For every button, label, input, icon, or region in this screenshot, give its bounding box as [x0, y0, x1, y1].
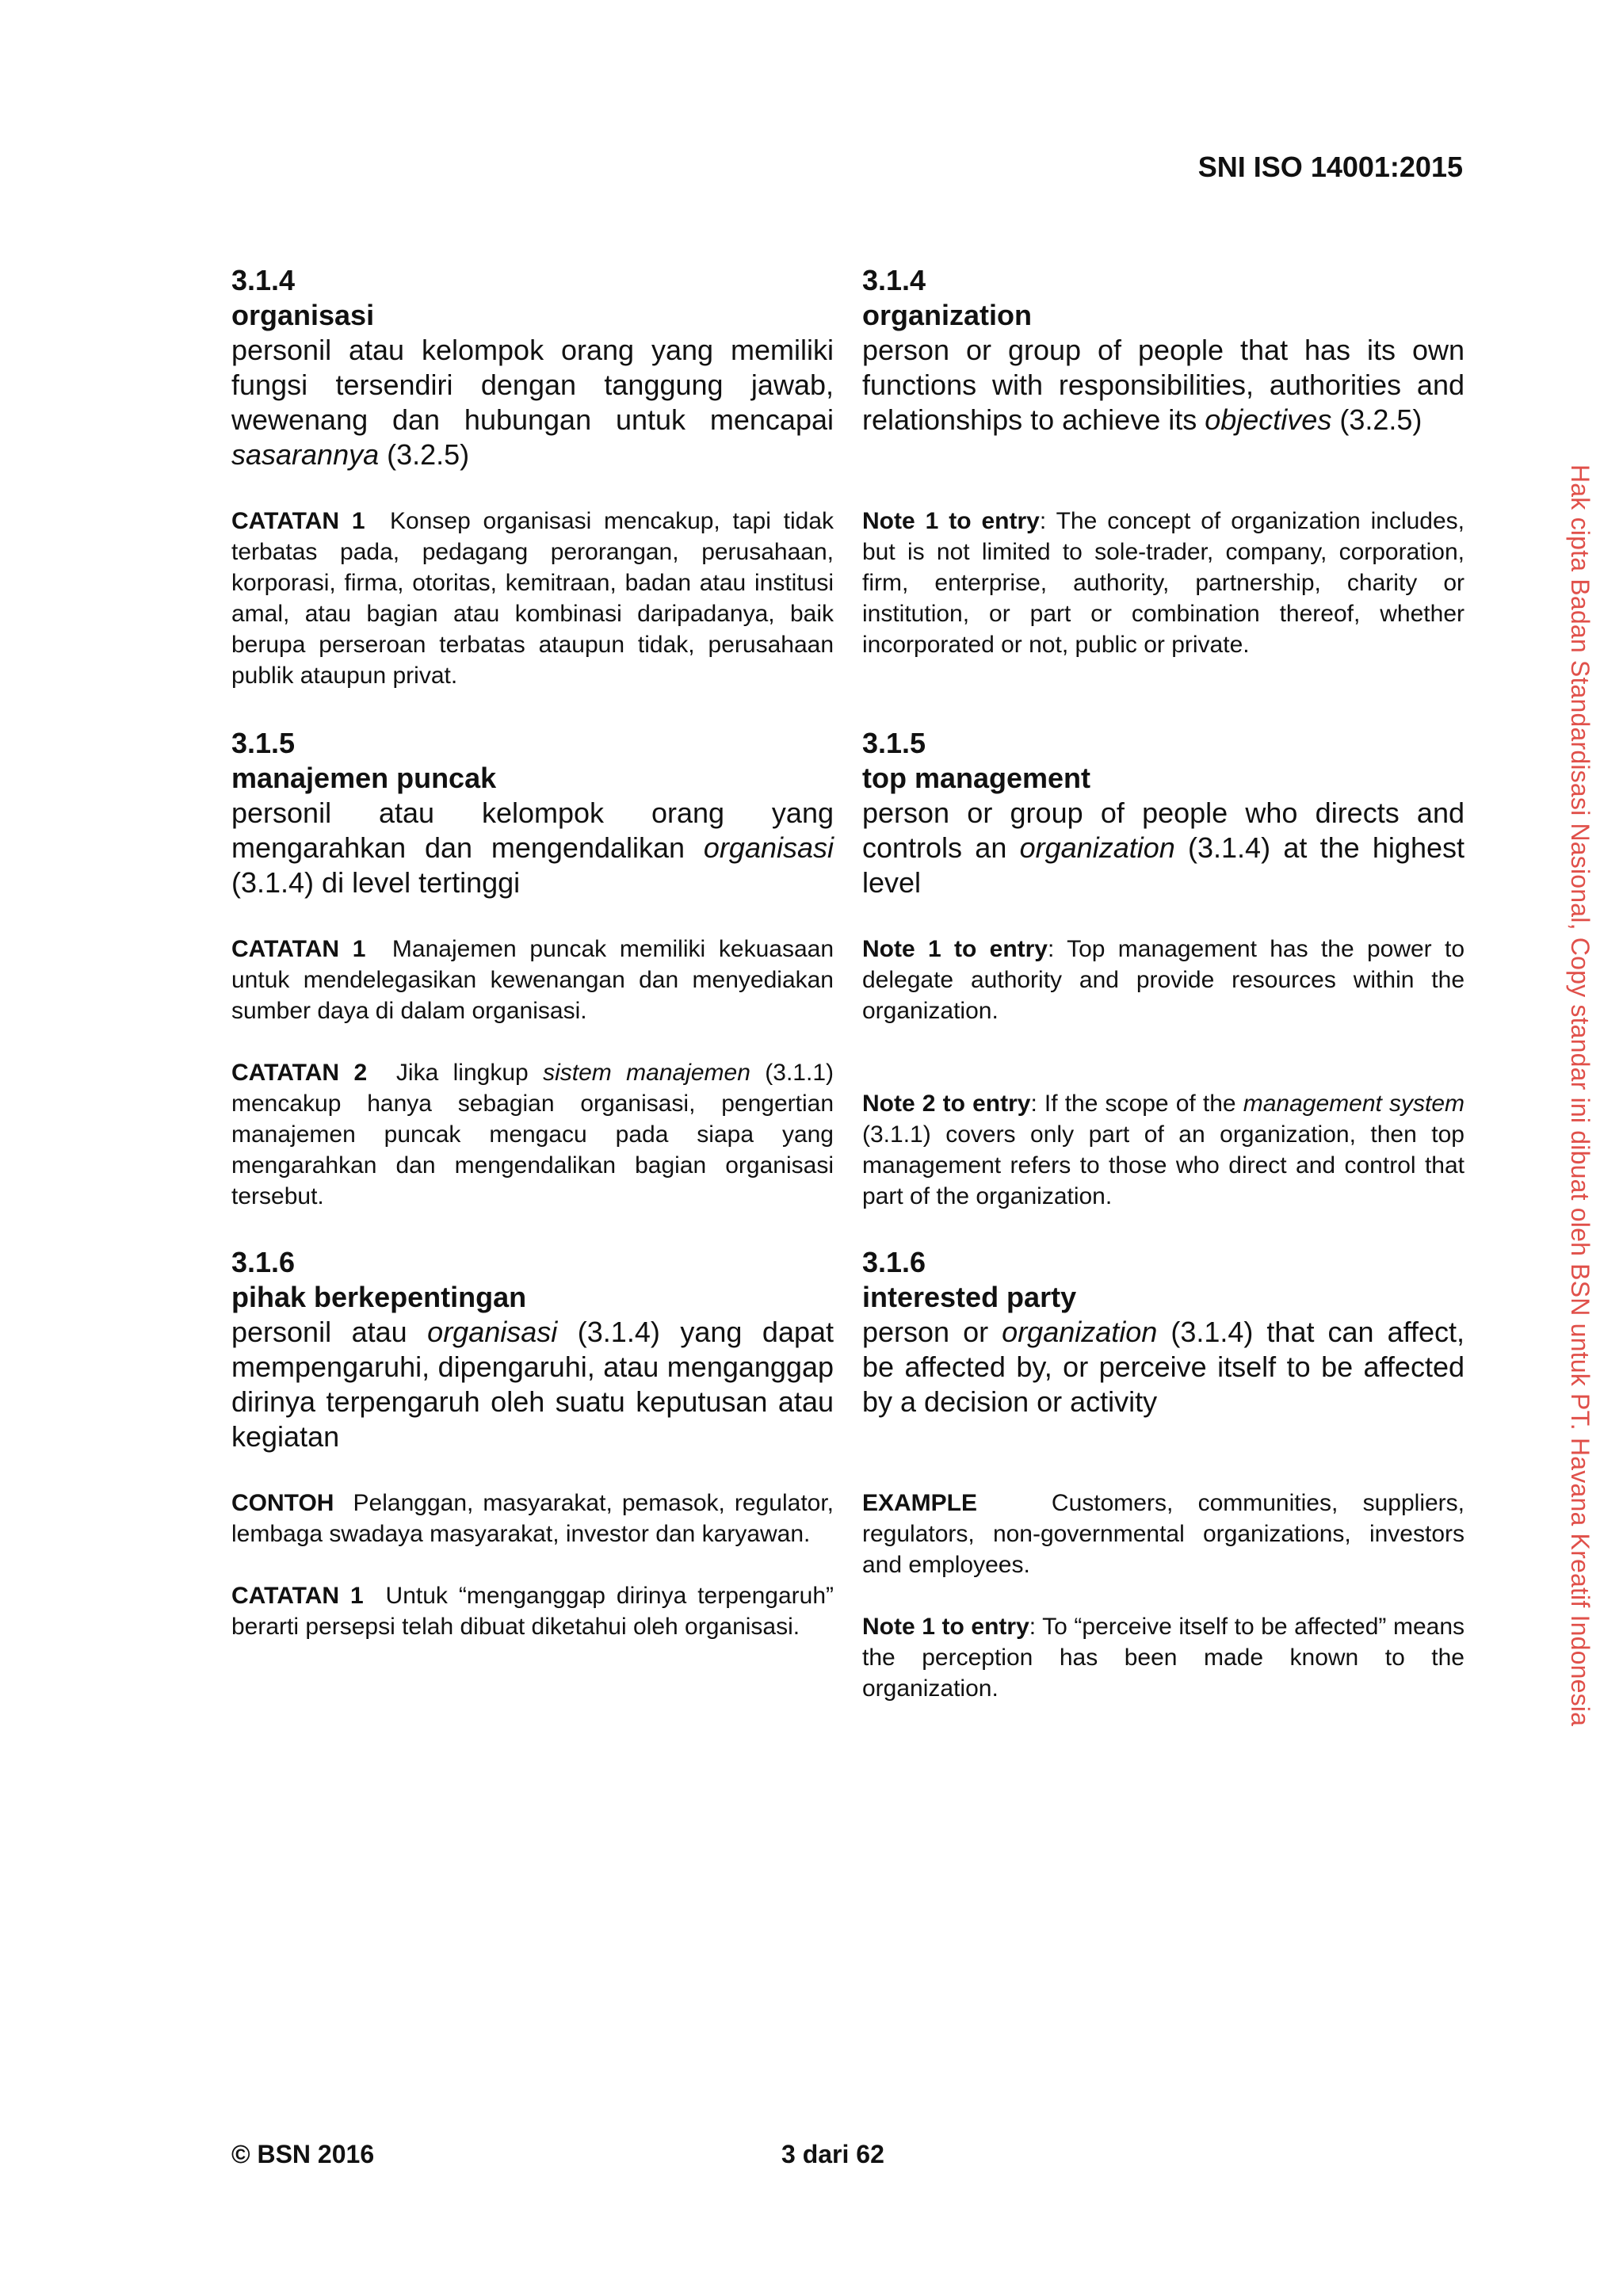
entry-definition: person or group of people that has its own functions with responsibilities, authorities and relationships to achieve its objectives (3.2.5): [862, 334, 1465, 436]
entry-3-1-5-id: [231, 726, 834, 900]
entry-term: manajemen puncak: [231, 762, 497, 794]
entry-3-1-4-id: [231, 263, 834, 472]
entry-note-1: CATATAN 1 Konsep organisasi mencakup, tapi tidak terbatas pada, pedagang perorangan, perusahaan, korporasi, firma, otoritas, kemitraan, badan atau institusi amal, atau bagian atau kombinasi daripadanya, baik berupa perseroan terbatas ataupun tidak, perusahaan publik ataupun privat.: [231, 508, 834, 689]
entry-term: interested party: [862, 1281, 1077, 1313]
copyright-watermark: Hak cipta Badan Standardisasi Nasional, Copy standar ini dibuat oleh BSN untuk PT. Havana Kreatif Indonesia: [1566, 464, 1594, 1727]
entry-definition: person or group of people who directs and controls an organization (3.1.4) at the highest level: [862, 797, 1465, 899]
entry-3-1-6-id: [231, 1245, 834, 1454]
entry-example: CONTOH Pelanggan, masyarakat, pemasok, regulator, lembaga swadaya masyarakat, investor dan karyawan.: [231, 1490, 834, 1547]
entry-number: 3.1.6: [231, 1246, 296, 1278]
entry-term: top management: [862, 762, 1091, 794]
entry-number: 3.1.5: [862, 727, 926, 759]
footer-copyright: © BSN 2016: [231, 2140, 375, 2168]
entry-term: pihak berkepentingan: [231, 1281, 527, 1313]
left-column-indonesian: [231, 263, 834, 1642]
entry-definition: person or organization (3.1.4) that can affect, be affected by, or perceive itself to be affected by a decision or activity: [862, 1316, 1465, 1418]
entry-number: 3.1.4: [231, 264, 296, 296]
entry-3-1-6-en: [862, 1245, 1465, 1419]
entry-example: EXAMPLE Customers, communities, suppliers, regulators, non-governmental organizations, investors and employees.: [862, 1490, 1465, 1578]
standard-code: SNI ISO 14001:2015: [1197, 151, 1463, 183]
entry-note-2: CATATAN 2 Jika lingkup sistem manajemen (3.1.1) mencakup hanya sebagian organisasi, pengertian manajemen puncak mengacu pada siapa yang mengarahkan dan mengendalikan bagian organisasi tersebut.: [231, 1060, 834, 1209]
footer-page-number: 3 dari 62: [781, 2140, 884, 2168]
entry-number: 3.1.4: [862, 264, 926, 296]
entry-3-1-4-en: [862, 263, 1465, 437]
entry-note-1: Note 1 to entry: The concept of organization includes, but is not limited to sole-trader, company, corporation, firm, enterprise, authority, partnership, charity or institution, or part or combination thereof, whether incorporated or not, public or private.: [862, 508, 1465, 658]
entry-number: 3.1.5: [231, 727, 296, 759]
entry-definition: personil atau kelompok orang yang memiliki fungsi tersendiri dengan tanggung jawab, wewenang dan hubungan untuk mencapai sasarannya (3.2.5): [231, 334, 834, 471]
entry-note-1: CATATAN 1 Manajemen puncak memiliki kekuasaan untuk mendelegasikan kewenangan dan menyediakan sumber daya di dalam organisasi.: [231, 936, 834, 1024]
entry-note-1: Note 1 to entry: To “perceive itself to be affected” means the perception has been made known to the organization.: [862, 1614, 1465, 1702]
entry-note-1: CATATAN 1 Untuk “menganggap dirinya terpengaruh” berarti persepsi telah dibuat diketahui oleh organisasi.: [231, 1583, 834, 1640]
entry-definition: personil atau organisasi (3.1.4) yang dapat mempengaruhi, dipengaruhi, atau menganggap dirinya terpengaruh oleh suatu keputusan atau kegiatan: [231, 1316, 834, 1453]
entry-term: organisasi: [231, 299, 375, 331]
entry-definition: personil atau kelompok orang yang mengarahkan dan mengendalikan organisasi (3.1.4) di level tertinggi: [231, 797, 834, 899]
entry-note-1: Note 1 to entry: Top management has the power to delegate authority and provide resources within the organization.: [862, 936, 1465, 1024]
entry-number: 3.1.6: [862, 1246, 926, 1278]
right-column-english: [862, 263, 1465, 1704]
entry-note-2: Note 2 to entry: If the scope of the management system (3.1.1) covers only part of an organization, then top management refers to those who direct and control that part of the organization.: [862, 1091, 1465, 1209]
entry-term: organization: [862, 299, 1032, 331]
entry-3-1-5-en: [862, 726, 1465, 900]
